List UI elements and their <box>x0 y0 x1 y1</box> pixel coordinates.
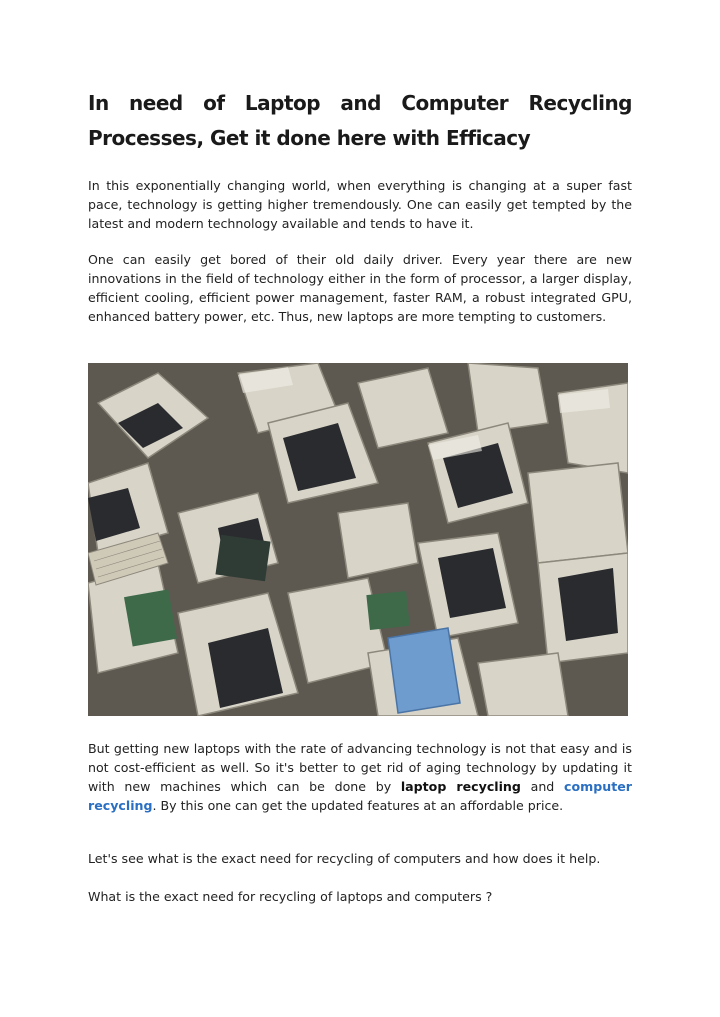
paragraph-question: What is the exact need for recycling of laptops and computers ? <box>88 889 493 904</box>
title-line-1: In need of Laptop and Computer Recycling <box>88 91 632 115</box>
laptop-recycling-bold: laptop recycling <box>400 779 521 794</box>
paragraph-recycling <box>88 739 632 815</box>
paragraph3-text-end: . By this one can get the updated features at an affordable price. <box>152 798 564 813</box>
paragraph3-text-and: and <box>520 779 564 794</box>
paragraph-lets-see: Let's see what is the exact need for recycling of computers and how does it help. <box>88 851 601 866</box>
computer-recycling-link[interactable]: computer recycling <box>88 779 632 813</box>
article-title <box>88 86 632 156</box>
junk-pile-illustration <box>88 363 628 716</box>
paragraph-innovations: One can easily get bored of their old daily driver. Every year there are new innovations in the field of technology either in the form of processor, a larger display, efficient cooling, efficient power management, faster RAM, a robust integrated GPU, enhanced battery power, etc. Thus, new laptops are more tempting to customers. <box>88 252 632 324</box>
computer-junk-pile-photo <box>88 363 628 716</box>
title-line-2: Processes, Get it done here with Efficacy <box>88 126 531 150</box>
paragraph-intro: In this exponentially changing world, when everything is changing at a super fast pace, technology is getting higher tremendously. One can easily get tempted by the latest and modern technology available and tends to have it. <box>88 178 632 231</box>
paragraph3-text-start: But getting new laptops with the rate of advancing technology is not that easy and is not cost-efficient as well. So it's better to get rid of aging technology by updating it with new machines which can be done by <box>88 741 632 794</box>
